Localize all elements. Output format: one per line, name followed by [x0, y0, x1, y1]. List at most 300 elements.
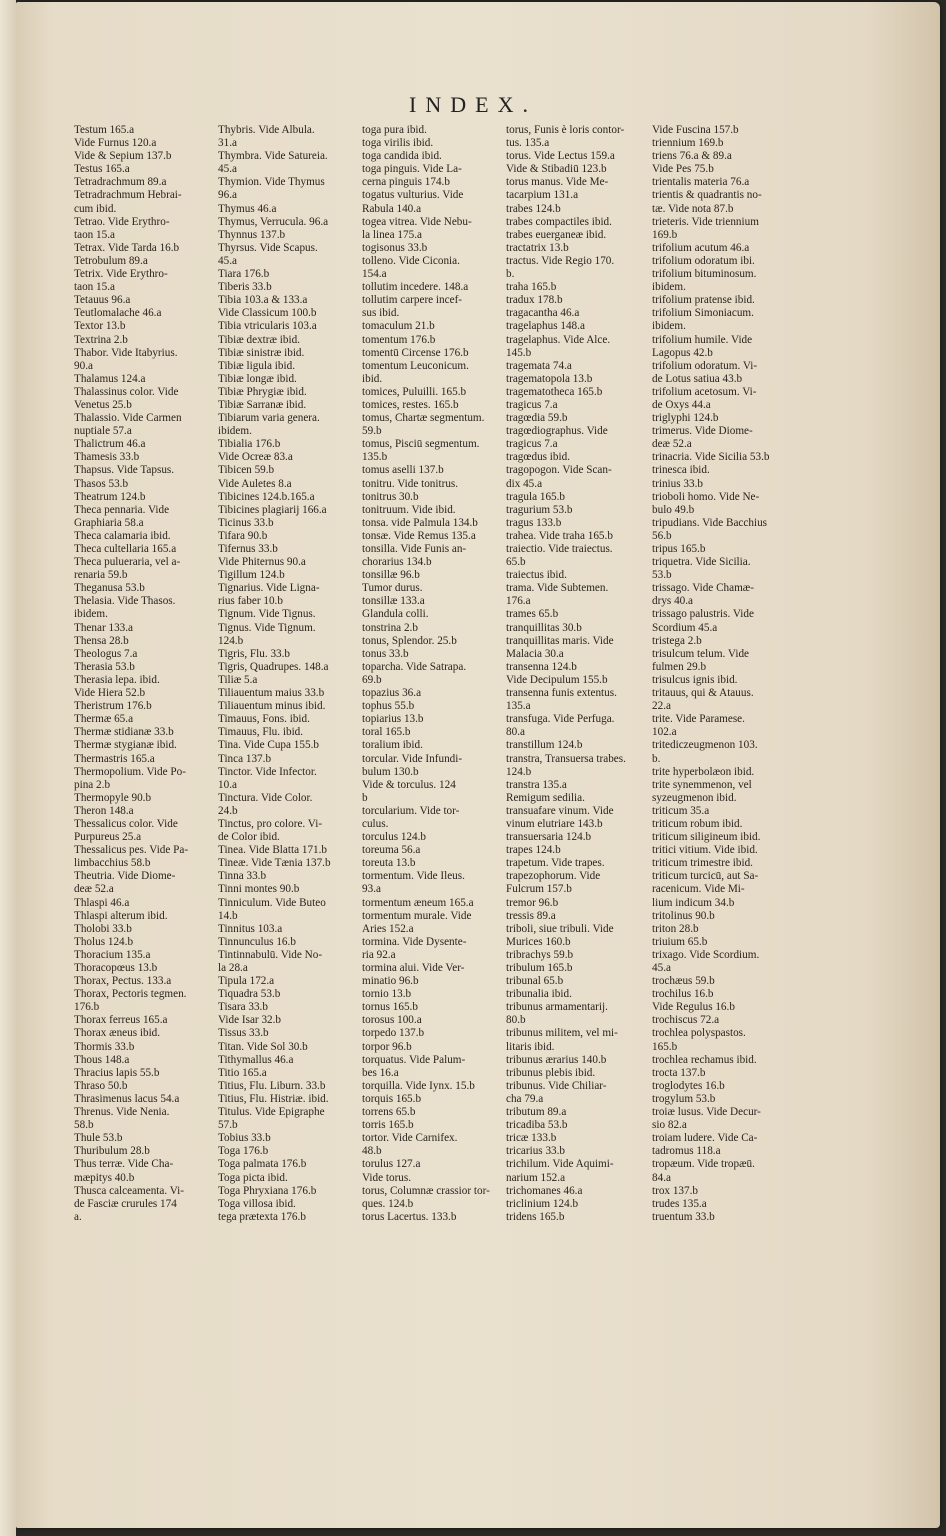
index-entry: 169.b	[652, 228, 678, 241]
index-entry: Vide torus.	[362, 1171, 412, 1184]
index-entry: racenicum. Vide Mi-	[652, 883, 745, 896]
index-entry: 48.b	[362, 1145, 382, 1158]
index-column-2	[218, 124, 360, 1224]
index-entry: transuafare vinum. Vide	[506, 804, 614, 817]
index-entry: nuptiale 57.a	[74, 425, 132, 438]
index-entry: b.	[652, 752, 661, 765]
index-entry: tranquillitas 30.b	[506, 621, 582, 634]
index-entry: Thynnus 137.b	[218, 228, 286, 241]
index-column-1	[74, 124, 210, 1224]
index-entry: Venetus 25.b	[74, 398, 132, 411]
index-entry: 135.a	[506, 700, 531, 713]
index-entry: torcularium. Vide tor-	[362, 804, 460, 817]
index-entry: torquis 165.b	[362, 1092, 422, 1105]
index-entry: trogylum 53.b	[652, 1092, 716, 1105]
index-entry: tragelaphus 148.a	[506, 320, 585, 333]
index-entry: tragelaphus. Vide Alce.	[506, 333, 611, 346]
index-entry: tranquillitas maris. Vide	[506, 634, 614, 647]
index-entry: de Lotus satiua 43.b	[652, 372, 743, 385]
index-entry: 45.a	[218, 254, 237, 267]
index-entry: Testus 165.a	[74, 163, 130, 176]
index-entry: 14.b	[218, 909, 238, 922]
index-entry: Tithymallus 46.a	[218, 1053, 294, 1066]
index-entry: topazius 36.a	[362, 687, 422, 700]
index-entry: Thyrsus. Vide Scapus.	[218, 241, 318, 254]
index-entry: trama. Vide Subtemen.	[506, 582, 609, 595]
index-entry: Tibicen 59.b	[218, 464, 275, 477]
index-entry: Murices 160.b	[506, 935, 571, 948]
index-entry: toga candida ibid.	[362, 150, 442, 163]
index-entry: torcular. Vide Infundi-	[362, 752, 463, 765]
index-entry: tragœdiographus. Vide	[506, 425, 608, 438]
index-entry: Tissus 33.b	[218, 1027, 269, 1040]
index-entry: trinesca ibid.	[652, 464, 710, 477]
index-entry: Timauus, Fons. ibid.	[218, 713, 310, 726]
index-entry: Thusca calceamenta. Vi-	[74, 1184, 185, 1197]
index-entry: triton 28.b	[652, 922, 699, 935]
index-entry: trifolium odoratum. Vi-	[652, 359, 758, 372]
index-entry: Tiquadra 53.b	[218, 988, 281, 1001]
index-entry: Titius, Flu. Histriæ. ibid.	[218, 1092, 329, 1105]
index-entry: 102.a	[652, 726, 677, 739]
index-entry: Tetradrachmum 89.a	[74, 176, 167, 189]
index-entry: deæ 52.a	[74, 883, 114, 896]
index-entry: torris 165.b	[362, 1119, 414, 1132]
index-entry: tomentum 176.b	[362, 333, 436, 346]
index-column-4	[506, 124, 646, 1224]
index-entry: Theutria. Vide Diome-	[74, 870, 176, 883]
index-entry: Tibiæ Phrygiæ ibid.	[218, 385, 307, 398]
index-entry: Tinniculum. Vide Buteo	[218, 896, 326, 909]
index-entry: Vide Phiternus 90.a	[218, 556, 306, 569]
index-entry: Tibicines plagiarij 166.a	[218, 503, 327, 516]
index-entry: trapes 124.b	[506, 844, 561, 857]
index-entry: trifolium Simoniacum.	[652, 307, 754, 320]
index-entry: toga pura ibid.	[362, 124, 427, 136]
index-entry: tornus 165.b	[362, 1001, 418, 1014]
index-entry: Vide & Sepium 137.b	[74, 150, 172, 163]
index-entry: 154.a	[362, 268, 387, 281]
index-entry: Thybris. Vide Albula.	[218, 124, 315, 136]
index-entry: Remigum sedilia.	[506, 791, 585, 804]
index-entry: toreuma 56.a	[362, 844, 421, 857]
index-entry: trissago. Vide Chamæ-	[652, 582, 754, 595]
index-entry: Vide Classicum 100.b	[218, 307, 317, 320]
index-entry: toreuta 13.b	[362, 857, 416, 870]
index-entry: 145.b	[506, 346, 532, 359]
index-entry: Tinnitus 103.a	[218, 922, 283, 935]
index-entry: drys 40.a	[652, 595, 694, 608]
index-entry: Tinctus, pro colore. Vi-	[218, 817, 323, 830]
index-entry: de Color ibid.	[218, 831, 280, 844]
index-entry: 124.b	[218, 634, 244, 647]
index-entry: trames 65.b	[506, 608, 559, 621]
index-entry: torus manus. Vide Me-	[506, 176, 609, 189]
index-entry: Thraso 50.b	[74, 1079, 128, 1092]
index-entry: tritediczeugmenon 103.	[652, 739, 758, 752]
index-entry: tortor. Vide Carnifex.	[362, 1132, 458, 1145]
index-entry: limbacchius 58.b	[74, 857, 151, 870]
index-entry: taon 15.a	[74, 228, 116, 241]
index-entry: tollutim incedere. 148.a	[362, 281, 469, 294]
index-entry: triticum 35.a	[652, 804, 710, 817]
index-entry: triglyphi 124.b	[652, 412, 719, 425]
index-entry: Tifernus 33.b	[218, 543, 278, 555]
index-entry: Toga picta ibid.	[218, 1171, 288, 1184]
index-entry: trabes compactiles ibid.	[506, 215, 612, 228]
index-entry: Tinea. Vide Blatta 171.b	[218, 844, 328, 857]
index-entry: Tobius 33.b	[218, 1132, 271, 1145]
index-entry: triens 76.a & 89.a	[652, 150, 732, 163]
index-entry: toralium ibid.	[362, 739, 423, 752]
index-entry: torquatus. Vide Palum-	[362, 1053, 466, 1066]
index-entry: Vide Decipulum 155.b	[506, 673, 608, 686]
index-entry: torquilla. Vide Iynx. 15.b	[362, 1079, 475, 1092]
index-entry: tribunus ærarius 140.b	[506, 1053, 607, 1066]
index-entry: 31.a	[218, 137, 237, 150]
index-entry: Tinca 137.b	[218, 752, 272, 765]
index-entry: togisonus 33.b	[362, 241, 428, 254]
index-entry: tridens 165.b	[506, 1210, 565, 1223]
index-entry: Teutlomalache 46.a	[74, 307, 162, 320]
index-entry: toral 165.b	[362, 726, 411, 739]
index-entry: torrens 65.b	[362, 1106, 416, 1119]
index-entry: tonsillæ 133.a	[362, 595, 425, 608]
index-entry: 45.a	[218, 163, 237, 176]
index-entry: tonus 33.b	[362, 647, 409, 660]
index-entry: traiectio. Vide traiectus.	[506, 543, 613, 555]
index-entry: tribulum 165.b	[506, 962, 573, 974]
index-entry: 22.a	[652, 700, 671, 713]
index-entry: tophus 55.b	[362, 700, 415, 713]
index-entry: Vide Ocreæ 83.a	[218, 451, 293, 464]
index-entry: torulus 127.a	[362, 1158, 421, 1171]
index-entry: fulmen 29.b	[652, 660, 707, 673]
index-entry: trocta 137.b	[652, 1066, 706, 1079]
index-entry: Thessalicus color. Vide	[74, 817, 178, 830]
index-entry: trinius 33.b	[652, 477, 703, 490]
index-entry: ques. 124.b	[362, 1197, 414, 1210]
index-entry: Tignum. Vide Tignus.	[218, 608, 316, 621]
index-entry: tacarpium 131.a	[506, 189, 579, 202]
index-entry: tricarius 33.b	[506, 1145, 566, 1158]
index-entry: Thule 53.b	[74, 1132, 123, 1145]
index-entry: Thymus, Verrucula. 96.a	[218, 215, 329, 228]
index-entry: trite synemmenon, vel	[652, 778, 752, 791]
index-entry: Tetradrachmum Hebrai-	[74, 189, 182, 202]
index-entry: tonstrina 2.b	[362, 621, 418, 634]
index-entry: trichilum. Vide Aquimi-	[506, 1158, 614, 1171]
index-entry: dix 45.a	[506, 477, 543, 490]
index-entry: Tinnunculus 16.b	[218, 935, 296, 948]
index-entry: Fulcrum 157.b	[506, 883, 572, 896]
index-entry: Scordium 45.a	[652, 621, 718, 634]
index-entry: tritici vitium. Vide ibid.	[652, 844, 758, 857]
index-entry: tradux 178.b	[506, 294, 563, 307]
index-entry: Textrina 2.b	[74, 333, 128, 346]
index-entry: Theca pulueraria, vel a-	[74, 556, 181, 569]
index-entry: 176.b	[74, 1001, 100, 1014]
index-entry: torpor 96.b	[362, 1040, 412, 1053]
index-entry: torosus 100.a	[362, 1014, 422, 1027]
index-entry: topiarius 13.b	[362, 713, 424, 726]
index-entry: Thoracopœus 13.b	[74, 962, 158, 974]
index-entry: tragacantha 46.a	[506, 307, 580, 320]
index-entry: Vide & Stibadiū 123.b	[506, 163, 607, 176]
index-entry: tormentum. Vide Ileus.	[362, 870, 465, 883]
index-entry: trifolium humile. Vide	[652, 333, 753, 346]
index-entry: 59.b	[362, 425, 382, 438]
index-entry: Tiliauentum maius 33.b	[218, 687, 325, 700]
index-entry: Threnus. Vide Nenia.	[74, 1106, 170, 1119]
index-entry: Theatrum 124.b	[74, 490, 146, 503]
index-entry: Thasos 53.b	[74, 477, 129, 490]
index-entry: Thessalicus pes. Vide Pa-	[74, 844, 189, 857]
index-entry: Testum 165.a	[74, 124, 135, 136]
index-entry: transfuga. Vide Perfuga.	[506, 713, 615, 726]
index-entry: syzeugmenon ibid.	[652, 791, 737, 804]
index-entry: Theganusa 53.b	[74, 582, 145, 595]
index-entry: tonitru. Vide tonitrus.	[362, 477, 459, 490]
index-entry: torpedo 137.b	[362, 1027, 425, 1040]
index-entry: 93.a	[362, 883, 381, 896]
index-entry: 84.a	[652, 1171, 671, 1184]
index-entry: Tetauus 96.a	[74, 294, 131, 307]
index-entry: Thelasia. Vide Thasos.	[74, 595, 176, 608]
index-entry: Vide Fuscina 157.b	[652, 124, 739, 136]
index-entry: tribunus. Vide Chiliar-	[506, 1079, 607, 1092]
facing-page-edge	[0, 0, 16, 1536]
index-entry: Thorax, Pectus. 133.a	[74, 975, 172, 988]
index-entry: torus, Columnæ crassior tor-	[362, 1184, 490, 1197]
index-entry: Thormis 33.b	[74, 1040, 135, 1053]
index-entry: Vide Hiera 52.b	[74, 687, 146, 700]
index-entry: 124.b	[506, 765, 532, 778]
index-entry: Thapsus. Vide Tapsus.	[74, 464, 175, 477]
index-entry: trox 137.b	[652, 1184, 698, 1197]
index-entry: tonitruum. Vide ibid.	[362, 503, 456, 516]
index-entry: trapetum. Vide trapes.	[506, 857, 605, 870]
index-entry: triticum trimestre ibid.	[652, 857, 753, 870]
index-entry: 90.a	[74, 359, 93, 372]
index-entry: trapezophorum. Vide	[506, 870, 601, 883]
index-entry: Tignus. Vide Tignum.	[218, 621, 316, 634]
index-entry: Thuribulum 28.b	[74, 1145, 150, 1158]
index-entry: tormina alui. Vide Ver-	[362, 962, 465, 974]
index-entry: trite hyperbolæon ibid.	[652, 765, 755, 778]
index-entry: tragematotheca 165.b	[506, 385, 603, 398]
index-entry: tomentū Circense 176.b	[362, 346, 469, 359]
index-entry: trieteris. Vide triennium	[652, 215, 759, 228]
index-entry: Tinna 33.b	[218, 870, 267, 883]
index-entry: 135.b	[362, 451, 388, 464]
index-entry: tragicus 7.a	[506, 438, 558, 451]
index-entry: 65.b	[506, 556, 526, 569]
index-entry: Tholobi 33.b	[74, 922, 132, 935]
index-entry: b	[362, 791, 368, 804]
index-entry: trochlea rechamus ibid.	[652, 1053, 757, 1066]
index-entry: bulum 130.b	[362, 765, 419, 778]
index-entry: litaris ibid.	[506, 1040, 555, 1053]
index-entry: tadromus 118.a	[652, 1145, 721, 1158]
index-entry: tristega 2.b	[652, 634, 702, 647]
index-entry: tomus aselli 137.b	[362, 464, 444, 477]
index-entry: transenna 124.b	[506, 660, 577, 673]
index-entry: lium indicum 34.b	[652, 896, 735, 909]
index-entry: trioboli homo. Vide Ne-	[652, 490, 760, 503]
index-entry: tragula 165.b	[506, 490, 566, 503]
index-entry: troiam ludere. Vide Ca-	[652, 1132, 758, 1145]
index-entry: Vide & torculus. 124	[362, 778, 456, 791]
index-entry: triboli, siue tribuli. Vide	[506, 922, 614, 935]
index-entry: Vide Isar 32.b	[218, 1014, 282, 1027]
index-entry: Vide Regulus 16.b	[652, 1001, 735, 1014]
index-entry: trissago palustris. Vide	[652, 608, 754, 621]
index-entry: Tignarius. Vide Ligna-	[218, 582, 320, 595]
index-entry: trochiscus 72.a	[652, 1014, 720, 1027]
index-entry: Tigris, Flu. 33.b	[218, 647, 291, 660]
index-entry: Thorax æneus ibid.	[74, 1027, 161, 1040]
index-entry: Tetrix. Vide Erythro-	[74, 268, 168, 281]
index-entry: trientalis materia 76.a	[652, 176, 750, 189]
index-entry: chorarius 134.b	[362, 556, 432, 569]
index-entry: Vide Pes 75.b	[652, 163, 714, 176]
index-entry: tricadiba 53.b	[506, 1119, 568, 1132]
index-entry: trabes euerganeæ ibid.	[506, 228, 607, 241]
index-entry: Thous 148.a	[74, 1053, 130, 1066]
index-entry: Thlaspi alterum ibid.	[74, 909, 168, 922]
index-entry: Thalassinus color. Vide	[74, 385, 179, 398]
index-entry: narium 152.a	[506, 1171, 566, 1184]
index-entry: Tineæ. Vide Tænia 137.b	[218, 857, 331, 870]
index-entry: transtra 135.a	[506, 778, 567, 791]
page-title: INDEX.	[409, 92, 537, 117]
index-entry: Thalamus 124.a	[74, 372, 146, 385]
index-entry: Tetrao. Vide Erythro-	[74, 215, 170, 228]
index-entry: tomus, Chartæ segmentum.	[362, 412, 485, 425]
index-entry: tropæum. Vide tropæū.	[652, 1158, 755, 1171]
index-entry: trifolium odoratum ibi.	[652, 254, 755, 267]
index-entry: tomices, restes. 165.b	[362, 398, 459, 411]
index-entry: Thymion. Vide Thymus	[218, 176, 325, 189]
index-entry: trientis & quadrantis no-	[652, 189, 762, 202]
index-entry: tribunalia ibid.	[506, 988, 572, 1001]
index-entry: Glandula colli.	[362, 608, 429, 621]
index-entry: tonitrus 30.b	[362, 490, 419, 503]
index-entry: tribunus plebis ibid.	[506, 1066, 596, 1079]
index-entry: Theristrum 176.b	[74, 700, 152, 713]
index-entry: Ticinus 33.b	[218, 516, 274, 529]
index-entry: Thoracium 135.a	[74, 948, 151, 961]
index-entry: Thermastris 165.a	[74, 752, 155, 765]
index-entry: troglodytes 16.b	[652, 1079, 725, 1092]
index-entry: 165.b	[652, 1040, 678, 1053]
index-entry: trifolium acetosum. Vi-	[652, 385, 757, 398]
index-entry: tæ. Vide nota 87.b	[652, 202, 734, 215]
index-entry: mæpitys 40.b	[74, 1171, 135, 1184]
index-entry: tonsæ. Vide Remus 135.a	[362, 529, 476, 542]
index-entry: Tetrax. Vide Tarda 16.b	[74, 241, 180, 254]
index-entry: 80.a	[506, 726, 525, 739]
index-entry: torus Lacertus. 133.b	[362, 1210, 457, 1223]
index-entry: tragus 133.b	[506, 516, 562, 529]
index-entry: tormentum murale. Vide	[362, 909, 472, 922]
index-entry: Thensa 28.b	[74, 634, 129, 647]
index-column-5	[652, 124, 794, 1224]
index-entry: Titius, Flu. Liburn. 33.b	[218, 1079, 326, 1092]
index-entry: rius faber 10.b	[218, 595, 283, 608]
index-entry: minatio 96.b	[362, 975, 419, 988]
index-entry: sus ibid.	[362, 307, 400, 320]
index-entry: Tipula 172.a	[218, 975, 275, 988]
index-entry: trisulcum telum. Vide	[652, 647, 749, 660]
index-entry: Tigillum 124.b	[218, 569, 285, 582]
index-entry: Aries 152.a	[362, 922, 414, 935]
index-entry: Theca calamaria ibid.	[74, 529, 171, 542]
index-entry: Titan. Vide Sol 30.b	[218, 1040, 308, 1053]
index-entry: tonsa. vide Palmula 134.b	[362, 516, 478, 529]
index-entry: 45.a	[652, 962, 671, 974]
index-entry: trimerus. Vide Diome-	[652, 425, 753, 438]
index-entry: taon 15.a	[74, 281, 116, 294]
index-entry: transenna funis extentus.	[506, 687, 617, 700]
index-entry: tribrachys 59.b	[506, 948, 574, 961]
index-entry: culus.	[362, 817, 389, 830]
index-entry: cha 79.a	[506, 1092, 544, 1105]
index-entry: tritolinus 90.b	[652, 909, 715, 922]
index-entry: Thermopyle 90.b	[74, 791, 152, 804]
index-entry: tragœdus ibid.	[506, 451, 571, 464]
index-entry: 57.b	[218, 1119, 238, 1132]
index-entry: Tibia vtricularis 103.a	[218, 320, 317, 333]
index-entry: Purpureus 25.a	[74, 831, 142, 844]
index-entry: la 28.a	[218, 962, 248, 974]
index-entry: trisulcus ignis ibid.	[652, 673, 738, 686]
index-entry: la linea 175.a	[362, 228, 422, 241]
index-entry: bulo 49.b	[652, 503, 695, 516]
index-entry: Thymbra. Vide Satureia.	[218, 150, 328, 163]
index-entry: trochilus 16.b	[652, 988, 714, 1001]
index-entry: tollutim carpere incef-	[362, 294, 463, 307]
index-entry: cum ibid.	[74, 202, 117, 215]
index-entry: Tetrobulum 89.a	[74, 254, 148, 267]
index-entry: triticum siligineum ibid.	[652, 831, 761, 844]
index-entry: Tifara 90.b	[218, 529, 268, 542]
index-entry: sio 82.a	[652, 1119, 687, 1132]
index-entry: traha 165.b	[506, 281, 557, 294]
index-entry: Titulus. Vide Epigraphe	[218, 1106, 325, 1119]
index-entry: Theologus 7.a	[74, 647, 138, 660]
index-entry: Tibiæ ligula ibid.	[218, 359, 295, 372]
index-entry: tressis 89.a	[506, 909, 556, 922]
index-entry: Thermæ stidianæ 33.b	[74, 726, 174, 739]
index-entry: 58.b	[74, 1119, 94, 1132]
index-entry: Thrasimenus lacus 54.a	[74, 1092, 180, 1105]
index-entry: 96.a	[218, 189, 237, 202]
index-entry: Tiara 176.b	[218, 268, 270, 281]
index-entry: tonsilla. Vide Funis an-	[362, 543, 467, 555]
index-entry: Thamesis 33.b	[74, 451, 140, 464]
index-entry: Tibiarum varia genera.	[218, 412, 320, 425]
index-entry: Therasia lepa. ibid.	[74, 673, 160, 686]
index-entry: Rabula 140.a	[362, 202, 422, 215]
index-entry: triquetra. Vide Sicilia.	[652, 556, 751, 569]
index-entry: triclinium 124.b	[506, 1197, 579, 1210]
index-entry: 10.a	[218, 778, 237, 791]
index-entry: Tinni montes 90.b	[218, 883, 300, 896]
index-entry: trixago. Vide Scordium.	[652, 948, 760, 961]
index-entry: Graphiaria 58.a	[74, 516, 144, 529]
